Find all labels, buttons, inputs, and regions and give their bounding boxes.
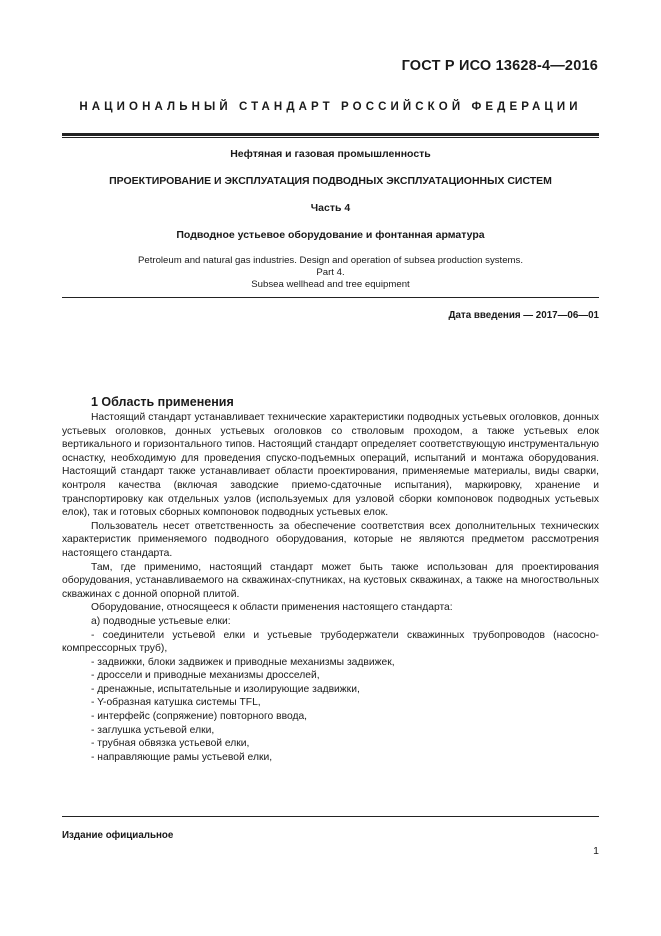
- english-title-line1: Petroleum and natural gas industries. Design and operation of subsea production systems.: [137, 255, 524, 266]
- industry-title: Нефтяная и газовая промышленность: [230, 148, 431, 160]
- subtitle: Подводное устьевое оборудование и фонтанная арматура: [176, 229, 485, 241]
- list-item: - дренажные, испытательные и изолирующие задвижки,: [91, 683, 360, 695]
- paragraph-applicability: Там, где применимо, настоящий стандарт может быть также использован для проектирования оборудования, устанавливаемого на скважинах-спутниках, на кустовых скважинах, а также на многоствольных скважинах с донной опорной плитой.: [62, 561, 599, 600]
- english-title-line3: Subsea wellhead and tree equipment: [251, 279, 410, 290]
- english-title-line2: Part 4.: [316, 267, 345, 278]
- list-item: - интерфейс (сопряжение) повторного ввода,: [91, 711, 308, 723]
- list-item: - задвижки, блоки задвижек и приводные механизмы задвижек,: [91, 656, 395, 668]
- list-item: - направляющие рамы устьевой елки,: [91, 751, 273, 763]
- edition-label: Издание официальное: [62, 830, 174, 841]
- header-rule-thick: [62, 133, 599, 136]
- paragraph-equipment-intro: Оборудование, относящееся к области применения настоящего стандарта:: [91, 602, 453, 614]
- paragraph-responsibility: Пользователь несет ответственность за обеспечение соответствия всех дополнительных технических характеристик применяемого подводного оборудования, которые не являются предметом рассмотрения настоящего стандарта.: [62, 520, 599, 559]
- main-title: ПРОЕКТИРОВАНИЕ И ЭКСПЛУАТАЦИЯ ПОДВОДНЫХ ЭКСПЛУАТАЦИОННЫХ СИСТЕМ: [109, 175, 552, 187]
- list-item: а) подводные устьевые елки:: [91, 615, 231, 627]
- list-item: - заглушка устьевой елки,: [91, 724, 215, 736]
- list-item: - трубная обвязка устьевой елки,: [91, 738, 250, 750]
- list-item: - дроссели и приводные механизмы дросселей,: [91, 670, 320, 682]
- footer-rule: [62, 816, 599, 817]
- page-number: 1: [593, 845, 599, 857]
- part-label: Часть 4: [310, 202, 351, 214]
- section-heading: 1 Область применения: [91, 395, 234, 409]
- title-rule: [62, 297, 599, 298]
- intro-date: Дата введения — 2017—06—01: [448, 310, 599, 321]
- national-standard-banner: НАЦИОНАЛЬНЫЙ СТАНДАРТ РОССИЙСКОЙ ФЕДЕРАЦИИ: [79, 101, 582, 113]
- header-rule-thin: [62, 137, 599, 138]
- standard-code: ГОСТ Р ИСО 13628-4—2016: [401, 58, 598, 74]
- list-item: - соединители устьевой елки и устьевые трубодержатели скважинных трубопроводов (насосно-компрессорных труб),: [62, 629, 599, 655]
- paragraph-scope: Настоящий стандарт устанавливает технические характеристики подводных устьевых оголовков, донных устьевых оголовков, донных устьевых оголовков со стволовым проходом, а также устьевых елок вертикального и горизонтального типов. Настоящий стандарт определяет соответствующую инструментальную оснастку, необходимую для проведения спуско-подъемных операций, испытаний и монтажа оборудования. Настоящий стандарт также устанавливает области проектирования, применяемые материалы, виды сварки, контроля качества (включая заводские приемо-сдаточные испытания), маркировку, хранение и транспортировку как отдельных узлов (используемых для узловой сборки компоновок подводных устьевых елок), так и готовых сборных компоновок подводных устьевых елок.: [62, 412, 600, 519]
- list-item: - Y-образная катушка системы TFL,: [91, 697, 261, 709]
- section-body: [62, 411, 599, 764]
